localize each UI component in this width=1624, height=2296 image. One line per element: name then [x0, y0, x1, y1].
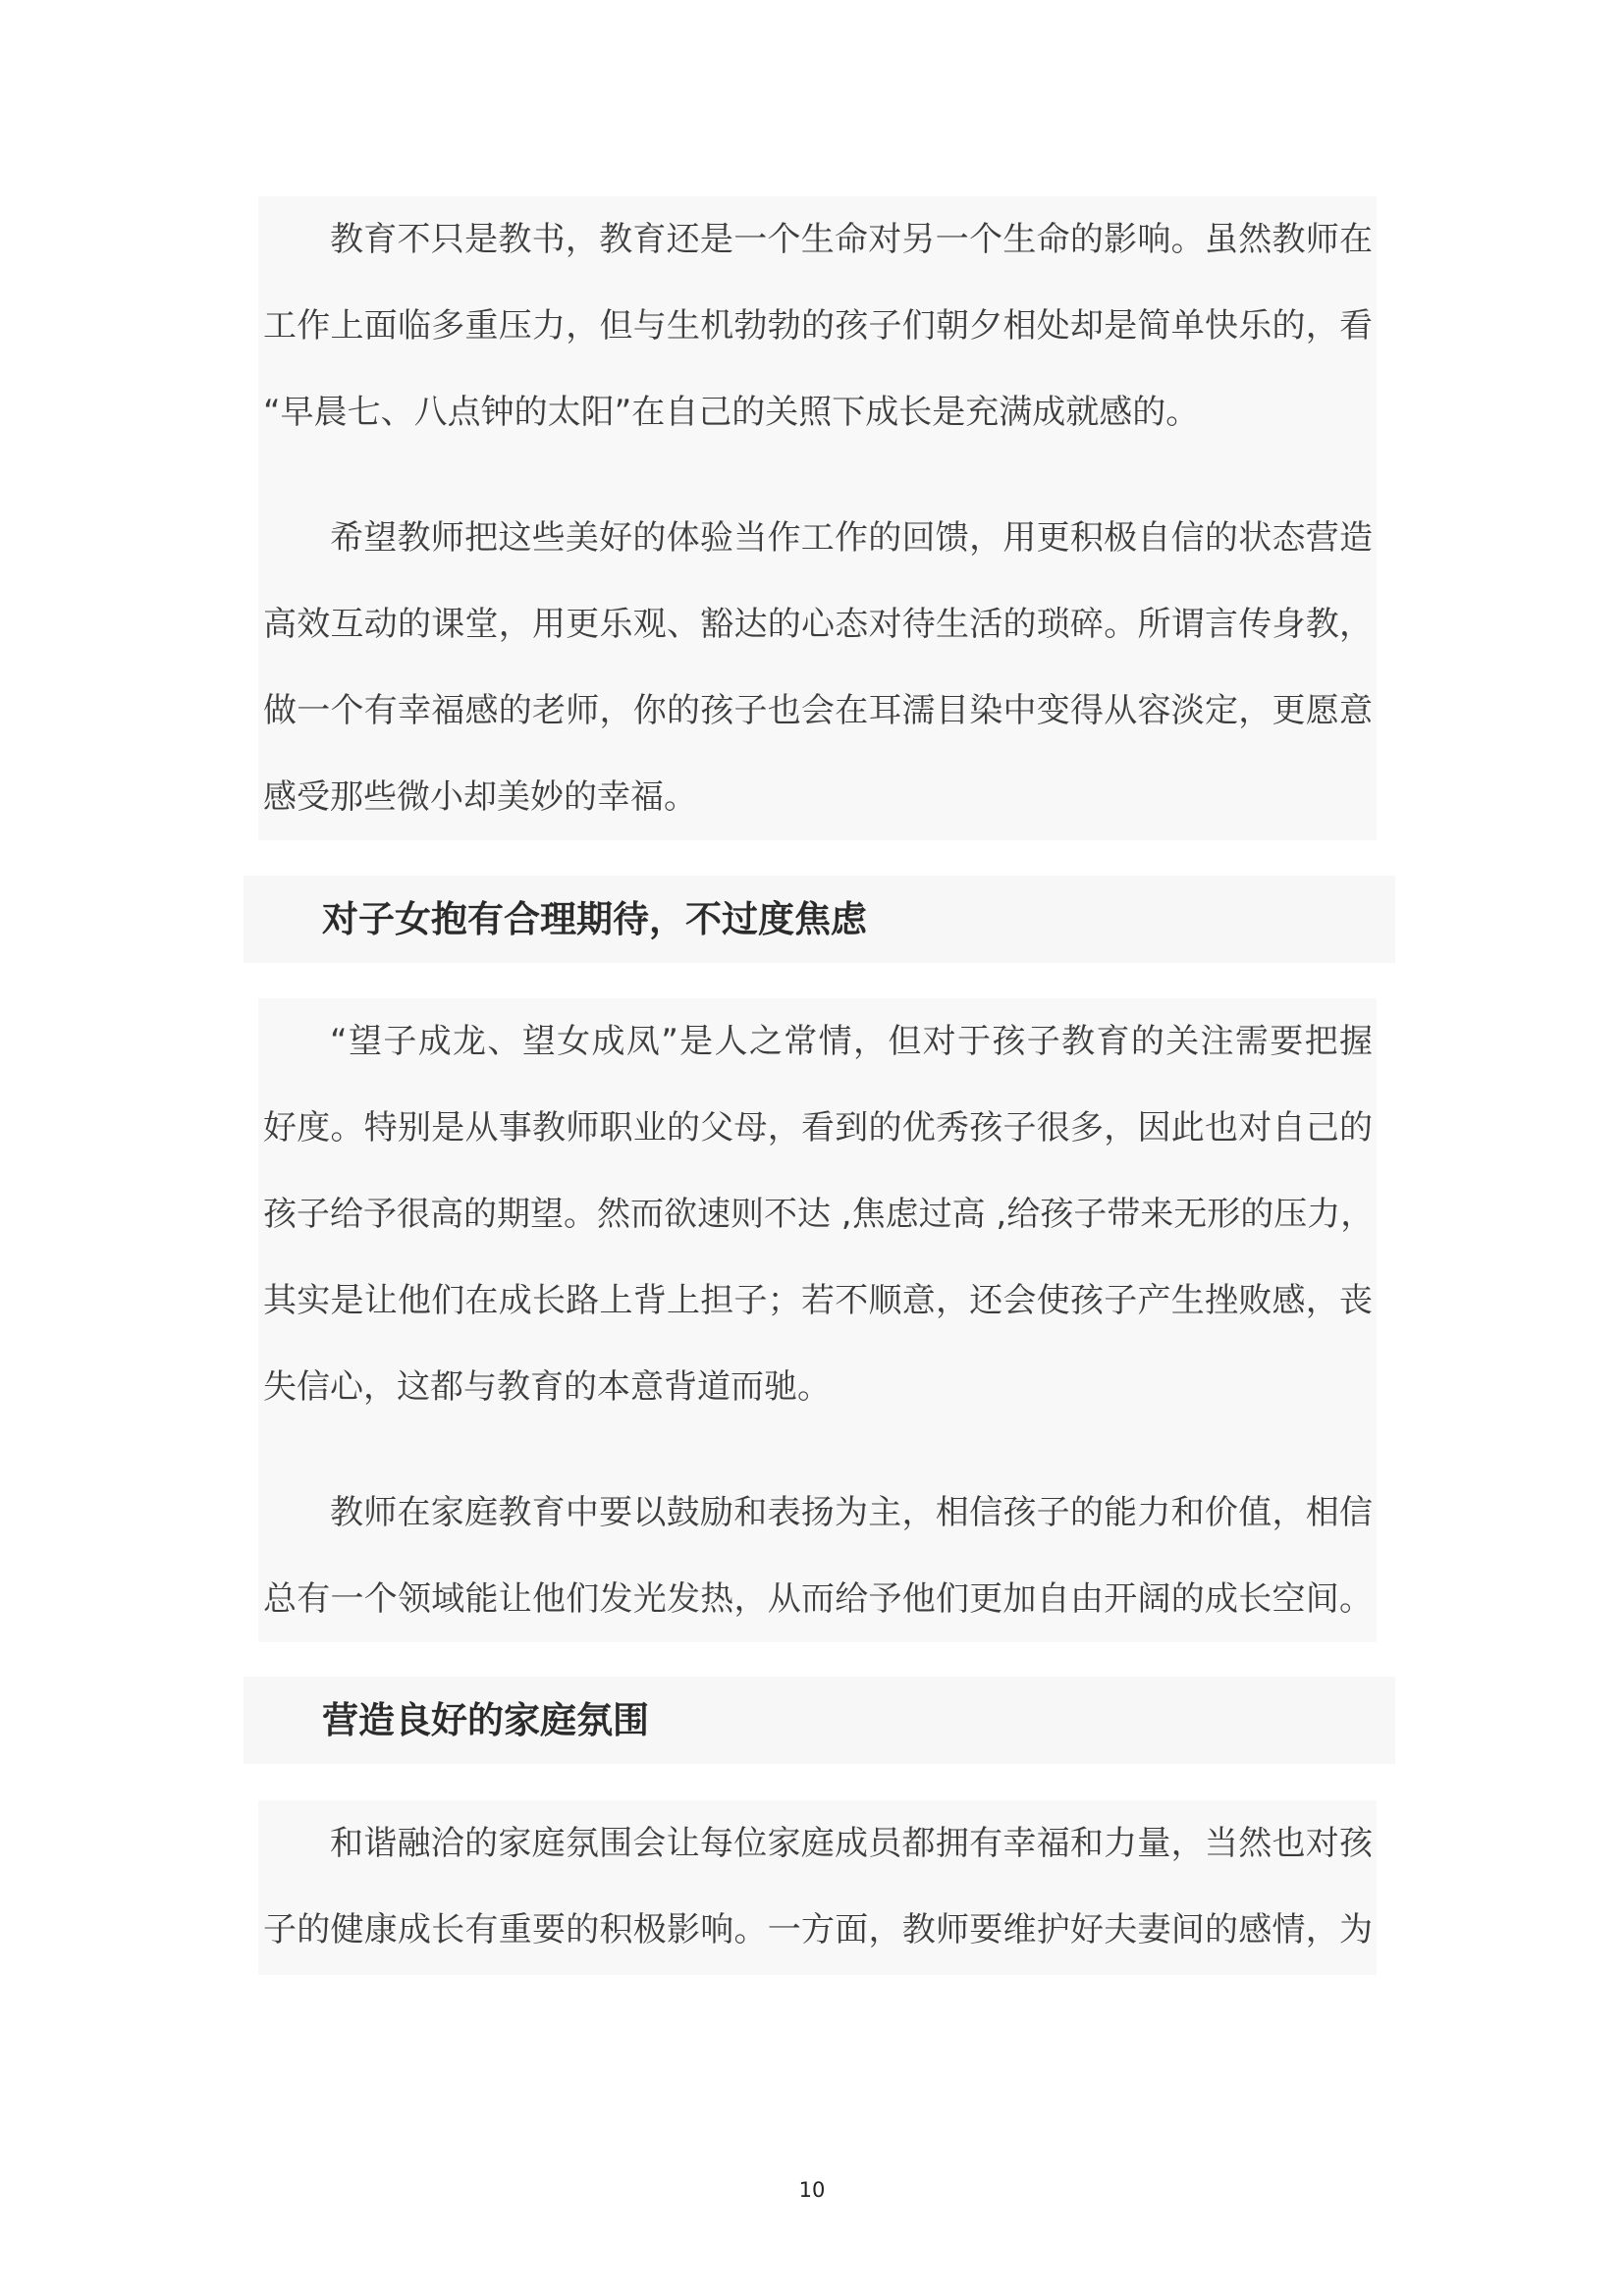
paragraph	[263, 196, 1373, 455]
text-line: 子的健康成长有重要的积极影响。一方面，教师要维护好夫妻间的感情，为	[263, 1910, 1373, 1949]
text-line: 和谐融洽的家庭氛围会让每位家庭成员都拥有幸福和力量，当然也对孩	[330, 1824, 1373, 1863]
text-line: 高效互动的课堂，用更乐观、豁达的心态对待生活的琐碎。所谓言传身教，	[263, 605, 1373, 644]
section-heading: 对子女抱有合理期待，不过度焦虑	[244, 876, 1395, 963]
text-line: 孩子给予很高的期望。然而欲速则不达 ,焦虑过高 ,给孩子带来无形的压力，	[263, 1195, 1375, 1234]
paragraph	[263, 1800, 1373, 1973]
content-block	[258, 1800, 1377, 1975]
text-line: 其实是让他们在成长路上背上担子；若不顺意，还会使孩子产生挫败感，丧	[263, 1281, 1373, 1320]
content-block	[258, 998, 1377, 1642]
page-number: 10	[798, 2178, 826, 2202]
text-line: “望子成龙、望女成凤”是人之常情，但对于孩子教育的关注需要把握	[330, 1022, 1373, 1061]
text-line: 做一个有幸福感的老师，你的孩子也会在耳濡目染中变得从容淡定，更愿意	[263, 691, 1373, 730]
text-line: 工作上面临多重压力，但与生机勃勃的孩子们朝夕相处却是简单快乐的，看	[263, 306, 1373, 346]
paragraph	[263, 1469, 1373, 1642]
section-heading: 营造良好的家庭氛围	[244, 1677, 1395, 1764]
text-line: 感受那些微小却美妙的幸福。	[263, 777, 697, 817]
text-line: 好度。特别是从事教师职业的父母，看到的优秀孩子很多，因此也对自己的	[263, 1108, 1373, 1148]
text-line: “早晨七、八点钟的太阳”在自己的关照下成长是充满成就感的。	[263, 393, 1200, 432]
content-block	[258, 196, 1377, 840]
text-line: 失信心，这都与教育的本意背道而驰。	[263, 1367, 831, 1407]
text-line: 教师在家庭教育中要以鼓励和表扬为主，相信孩子的能力和价值，相信	[330, 1493, 1373, 1532]
text-line: 教育不只是教书，教育还是一个生命对另一个生命的影响。虽然教师在	[330, 220, 1373, 259]
text-line: 总有一个领域能让他们发光发热，从而给予他们更加自由开阔的成长空间。	[263, 1579, 1373, 1619]
text-line: 希望教师把这些美好的体验当作工作的回馈，用更积极自信的状态营造	[330, 518, 1373, 558]
paragraph	[263, 495, 1373, 840]
paragraph	[263, 998, 1373, 1430]
